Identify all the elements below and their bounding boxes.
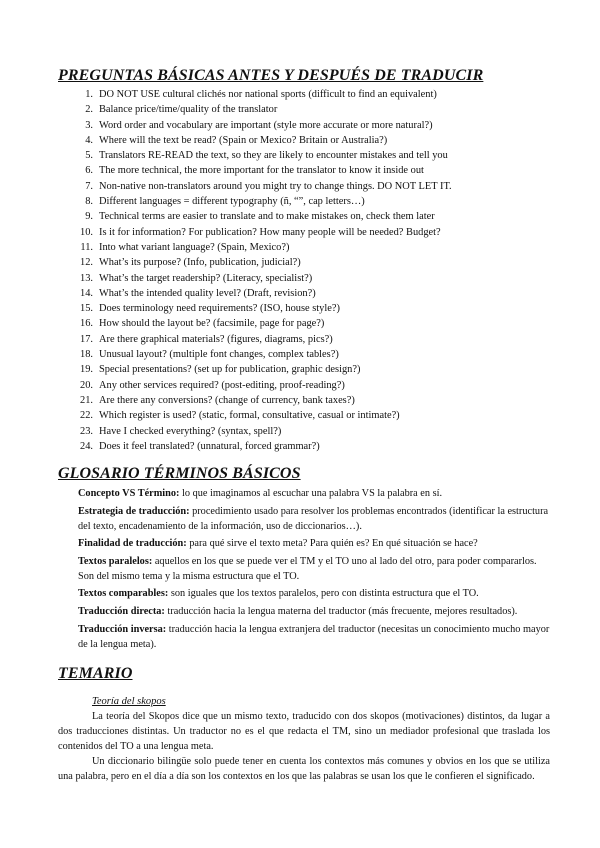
list-item-text: How should the layout be? (facsimile, page for page?) [99, 318, 325, 330]
list-item-text: The more technical, the more important for the translator to know it inside out [99, 165, 424, 177]
list-item-number: 2. [85, 104, 93, 116]
list-item-number: 17. [80, 333, 93, 345]
list-item-number: 21. [80, 394, 93, 406]
glossary-definition: para qué sirve el texto meta? Para quién es? En qué situación se hace? [186, 538, 478, 550]
section-title-glosario: GLOSARIO TÉRMINOS BÁSICOS [58, 465, 301, 483]
list-item [58, 332, 550, 347]
list-item [58, 362, 550, 377]
list-item-number: 23. [80, 425, 93, 437]
list-item-number: 1. [85, 89, 93, 100]
glossary-definition: traducción hacia la lengua extranjera del traductor (necesitas un conocimiento mucho mayor de la lengua meta). [78, 624, 550, 650]
list-item [58, 301, 550, 316]
list-item [58, 424, 550, 439]
list-item-text: Are there any conversions? (change of currency, bank taxes?) [99, 394, 355, 406]
list-item-number: 8. [85, 196, 93, 208]
glossary-entry [78, 623, 550, 652]
list-item [58, 271, 550, 286]
list-item-number: 16. [80, 318, 93, 330]
glossary-list [78, 487, 550, 652]
questions-list [58, 87, 550, 454]
list-item [58, 408, 550, 423]
list-item [58, 439, 550, 454]
list-item-text: Have I checked everything? (syntax, spell?) [99, 425, 282, 437]
list-item-number: 13. [80, 272, 93, 284]
list-item-text: Are there graphical materials? (figures, diagrams, pics?) [99, 333, 333, 345]
list-item-number: 15. [80, 303, 93, 315]
list-item-text: Which register is used? (static, formal, consultative, casual or intimate?) [99, 410, 400, 422]
list-item [58, 179, 550, 194]
list-item-number: 22. [80, 410, 93, 422]
list-item-text: Technical terms are easier to translate and to make mistakes on, check them later [99, 211, 435, 223]
list-item-text: Does it feel translated? (unnatural, forced grammar?) [99, 440, 320, 452]
body-paragraph: La teoría del Skopos dice que un mismo texto, traducido con dos skopos (motivaciones) distintos, da lugar a dos traducciones distintas. Un traductor no es el que redacta el TM, sino un mediador profesional que traslada los contenidos del TO a una lengua meta. [58, 711, 550, 753]
list-item [58, 393, 550, 408]
list-item [58, 148, 550, 163]
section-title-preguntas: PREGUNTAS BÁSICAS ANTES Y DESPUÉS DE TRADUCIR [58, 67, 484, 84]
list-item [58, 102, 550, 117]
list-item-number: 4. [85, 134, 93, 146]
glossary-term: Textos comparables: [78, 588, 169, 600]
list-item-number: 24. [80, 440, 93, 452]
list-item-text: What’s its purpose? (Info, publication, judicial?) [99, 257, 301, 269]
list-item [58, 87, 550, 102]
glossary-definition: aquellos en los que se puede ver el TM y el TO uno al lado del otro, para poder compararlos. Son del mismo tema y la misma estructura que el TO. [78, 556, 537, 582]
glossary-entry [78, 587, 550, 602]
glossary-definition: son iguales que los textos paralelos, pero con distinta estructura que el TO. [168, 588, 479, 600]
subsection-title: Teoría del skopos [92, 696, 166, 708]
list-item-text: What’s the target readership? (Literacy, specialist?) [99, 272, 313, 284]
list-item-text: Unusual layout? (multiple font changes, complex tables?) [99, 349, 339, 361]
list-item-text: Where will the text be read? (Spain or Mexico? Britain or Australia?) [99, 134, 388, 146]
glossary-term: Finalidad de traducción: [78, 538, 187, 550]
list-item-text: Into what variant language? (Spain, Mexico?) [99, 241, 290, 253]
list-item-number: 18. [80, 349, 93, 361]
list-item [58, 194, 550, 209]
body-paragraph: Un diccionario bilingüe solo puede tener en cuenta los contextos más comunes y obvios en los que se utiliza una palabra, pero en el día a día son los contextos en los que las palabras se usan los que le confieren el significado. [58, 756, 550, 783]
list-item-text: Translators RE-READ the text, so they are likely to encounter mistakes and tell you [99, 150, 448, 162]
list-item [58, 316, 550, 331]
list-item-text: What’s the intended quality level? (Draft, revision?) [99, 287, 316, 299]
glossary-term: Concepto VS Término: [78, 488, 180, 500]
list-item-number: 14. [80, 287, 93, 299]
glossary-definition: procedimiento usado para resolver los problemas encontrados (identificar la estructura del texto, encadenamiento de la información, uso de diccionarios…). [78, 505, 549, 532]
glossary-entry [78, 537, 550, 552]
glossary-definition: traducción hacia la lengua materna del traductor (más frecuente, mejores resultados). [164, 606, 518, 618]
list-item-number: 19. [80, 364, 93, 376]
list-item [58, 255, 550, 270]
list-item-number: 7. [85, 180, 93, 192]
list-item [58, 286, 550, 301]
list-item-text: Word order and vocabulary are important (style more accurate or more natural?) [99, 119, 433, 131]
glossary-entry [78, 555, 550, 584]
list-item-text: Any other services required? (post-editing, proof-reading?) [99, 379, 345, 391]
list-item-number: 3. [85, 119, 93, 131]
list-item-text: Balance price/time/quality of the translator [99, 104, 278, 116]
list-item-number: 6. [85, 165, 93, 177]
list-item-text: Special presentations? (set up for publication, graphic design?) [99, 364, 361, 376]
list-item [58, 118, 550, 133]
list-item-text: DO NOT USE cultural clichés nor national sports (difficult to find an equivalent) [99, 89, 437, 100]
list-item [58, 225, 550, 240]
glossary-entry [78, 605, 550, 620]
list-item-number: 9. [85, 211, 93, 223]
list-item [58, 378, 550, 393]
list-item [58, 163, 550, 178]
list-item-text: Non-native non-translators around you might try to change things. DO NOT LET IT. [99, 180, 452, 192]
list-item-text: Is it for information? For publication? How many people will be needed? Budget? [99, 226, 441, 238]
glossary-term: Textos paralelos: [78, 556, 153, 568]
list-item-number: 12. [80, 257, 93, 269]
glossary-entry [78, 505, 550, 534]
list-item [58, 347, 550, 362]
list-item-text: Different languages = different typography (ñ, “”, cap letters…) [99, 196, 365, 208]
glossary-term: Estrategia de traducción: [78, 505, 190, 517]
section-title-temario: TEMARIO [58, 665, 133, 683]
glossary-term: Traducción inversa: [78, 624, 167, 635]
list-item [58, 240, 550, 255]
list-item-text: Does terminology need requirements? (ISO, house style?) [99, 303, 340, 315]
list-item-number: 10. [80, 226, 93, 238]
glossary-term: Traducción directa: [78, 606, 165, 618]
list-item-number: 20. [80, 379, 93, 391]
list-item [58, 209, 550, 224]
list-item [58, 133, 550, 148]
list-item-number: 11. [80, 241, 93, 253]
glossary-definition: lo que imaginamos al escuchar una palabra VS la palabra en sí. [179, 488, 443, 500]
glossary-entry [78, 487, 550, 502]
list-item-number: 5. [85, 150, 93, 162]
